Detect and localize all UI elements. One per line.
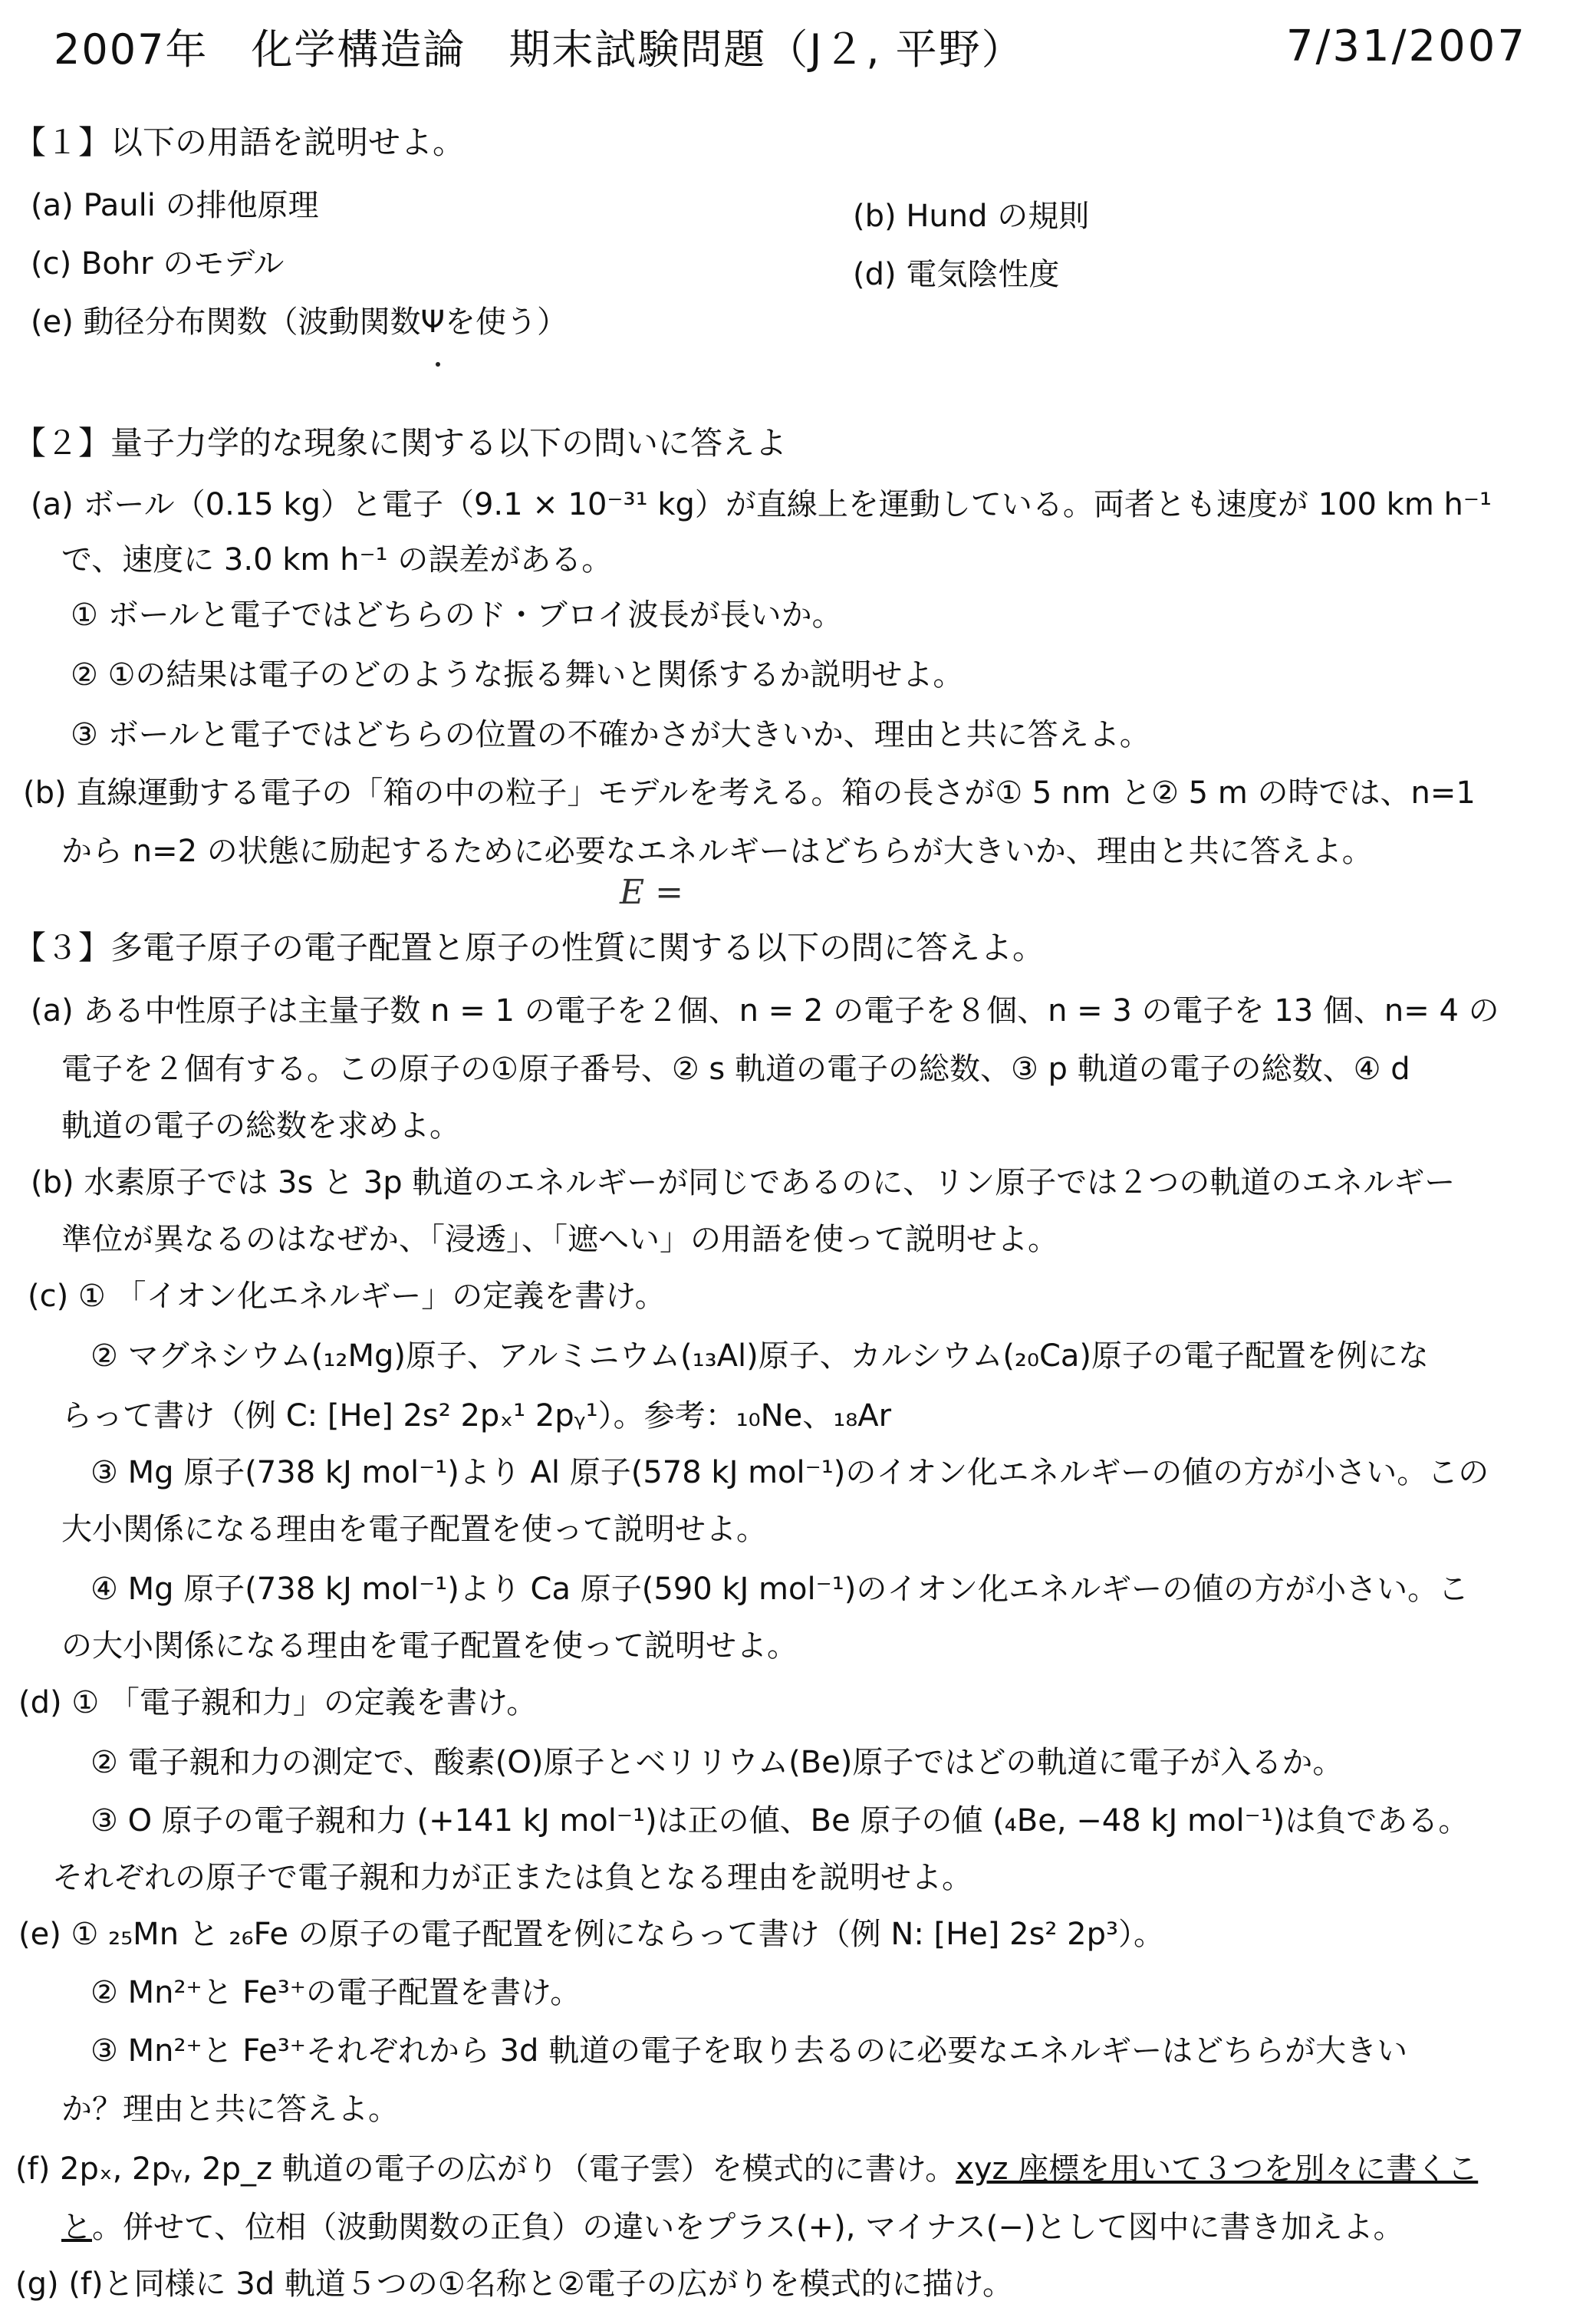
q3-heading: 【３】多電子原子の電子配置と原子の性質に関する以下の問に答えよ。: [14, 929, 1045, 966]
q3-c-sub2-line2: らって書け（例 C: [He] 2s² 2pₓ¹ 2pᵧ¹）。参考：₁₀Ne、₁₈Ar: [61, 1398, 892, 1434]
q2-a-sub1: ① ボールと電子ではどちらのド・ブロイ波長が長いか。: [71, 597, 843, 633]
q3-c-sub4-line2: の大小関係になる理由を電子配置を使って説明せよ。: [61, 1628, 798, 1664]
q2-b-line2: から n=2 の状態に励起するために必要なエネルギーはどちらが大きいか、理由と共に答えよ。: [61, 834, 1373, 869]
q3-a-line3: 軌道の電子の総数を求めよ。: [61, 1108, 460, 1144]
q3-e-sub2: ② Mn²⁺と Fe³⁺の電子配置を書け。: [90, 1975, 581, 2010]
q3-c-sub4-line1: ④ Mg 原子(738 kJ mol⁻¹)より Ca 原子(590 kJ mol⁻¹)のイオン化エネルギーの値の方が小さい。こ: [90, 1572, 1469, 1607]
q1-heading: 【１】以下の用語を説明せよ。: [14, 123, 466, 161]
stray-mark: [436, 362, 440, 367]
q3-f-underlined-end: と: [61, 2210, 92, 2245]
q3-a-line2: 電子を２個有する。この原子の①原子番号、② s 軌道の電子の総数、③ p 軌道の電子の総数、④ d: [61, 1052, 1410, 1087]
exam-date: 7/31/2007: [1285, 21, 1527, 71]
q1-item-d: (d) 電気陰性度: [853, 257, 1060, 292]
q3-f-underlined-instruction: xyz 座標を用いて３つを別々に書くこ: [956, 2151, 1479, 2187]
q3-f-line2-text: 。併せて、位相（波動関数の正負）の違いをプラス(+), マイナス(−)として図中に書き加えよ。: [92, 2210, 1404, 2245]
q3-f-line2: [61, 2206, 1404, 2249]
q2-a-line1: (a) ボール（0.15 kg）と電子（9.1 × 10⁻³¹ kg）が直線上を運動している。両者とも速度が 100 km h⁻¹: [31, 487, 1492, 522]
q3-d-sub3-line1: ③ O 原子の電子親和力 (+141 kJ mol⁻¹)は正の値、Be 原子の値 (₄Be, −48 kJ mol⁻¹)は負である。: [90, 1803, 1469, 1838]
q2-a-sub3: ③ ボールと電子ではどちらの位置の不確かさが大きいか、理由と共に答えよ。: [71, 717, 1150, 752]
q1-item-a: (a) Pauli の排他原理: [31, 188, 319, 223]
handwritten-note: E =: [620, 873, 683, 912]
q3-c-sub1: (c) ① 「イオン化エネルギー」の定義を書け。: [28, 1279, 666, 1314]
q3-a-line1: (a) ある中性原子は主量子数 n = 1 の電子を２個、n = 2 の電子を８個、n = 3 の電子を 13 個、n= 4 の: [31, 993, 1499, 1029]
q3-d-sub3-line2: それぞれの原子で電子親和力が正または負となる理由を説明せよ。: [52, 1860, 972, 1895]
q3-f-line1-text: (f) 2pₓ, 2pᵧ, 2p_z 軌道の電子の広がり（電子雲）を模式的に書け。: [15, 2151, 956, 2187]
q3-b-line1: (b) 水素原子では 3s と 3p 軌道のエネルギーが同じであるのに、リン原子では２つの軌道のエネルギー: [31, 1165, 1456, 1200]
q2-heading: 【２】量子力学的な現象に関する以下の問いに答えよ: [14, 424, 788, 462]
q2-a-sub2: ② ①の結果は電子のどのような振る舞いと関係するか説明せよ。: [71, 657, 964, 693]
q1-item-c: (c) Bohr のモデル: [31, 246, 285, 281]
q3-e-sub3-line2: か？理由と共に答えよ。: [61, 2092, 399, 2127]
q2-b-line1: (b) 直線運動する電子の「箱の中の粒子」モデルを考える。箱の長さが① 5 nm と② 5 m の時では、n=1: [23, 775, 1476, 811]
q3-e-sub1: (e) ① ₂₅Mn と ₂₆Fe の原子の電子配置を例にならって書け（例 N: [He] 2s² 2p³）。: [18, 1917, 1165, 1952]
q1-item-e: (e) 動径分布関数（波動関数Ψを使う）: [31, 304, 568, 340]
q3-c-sub2-line1: ② マグネシウム(₁₂Mg)原子、アルミニウム(₁₃Al)原子、カルシウム(₂₀Ca)原子の電子配置を例にな: [90, 1338, 1430, 1374]
q3-c-sub3-line1: ③ Mg 原子(738 kJ mol⁻¹)より Al 原子(578 kJ mol⁻¹)のイオン化エネルギーの値の方が小さい。この: [90, 1455, 1489, 1490]
q3-d-sub1: (d) ① 「電子親和力」の定義を書け。: [18, 1685, 538, 1720]
q3-e-sub3-line1: ③ Mn²⁺と Fe³⁺それぞれから 3d 軌道の電子を取り去るのに必要なエネルギーはどちらが大きい: [90, 2033, 1408, 2069]
q3-c-sub3-line2: 大小関係になる理由を電子配置を使って説明せよ。: [61, 1512, 767, 1547]
q3-f-line1: [15, 2148, 1478, 2191]
q3-b-line2: 準位が異なるのはなぜか、「浸透」、「遮へい」の用語を使って説明せよ。: [61, 1222, 1058, 1257]
q1-item-b: (b) Hund の規則: [853, 199, 1090, 234]
q2-a-line2: で、速度に 3.0 km h⁻¹ の誤差がある。: [61, 542, 613, 578]
q3-d-sub2: ② 電子親和力の測定で、酸素(O)原子とベリリウム(Be)原子ではどの軌道に電子が入るか。: [90, 1745, 1344, 1780]
q3-g: (g) (f)と同様に 3d 軌道５つの①名称と②電子の広がりを模式的に描け。: [15, 2266, 1013, 2302]
exam-title: 2007年 化学構造論 期末試験問題（J２, 平野）: [54, 25, 1025, 74]
